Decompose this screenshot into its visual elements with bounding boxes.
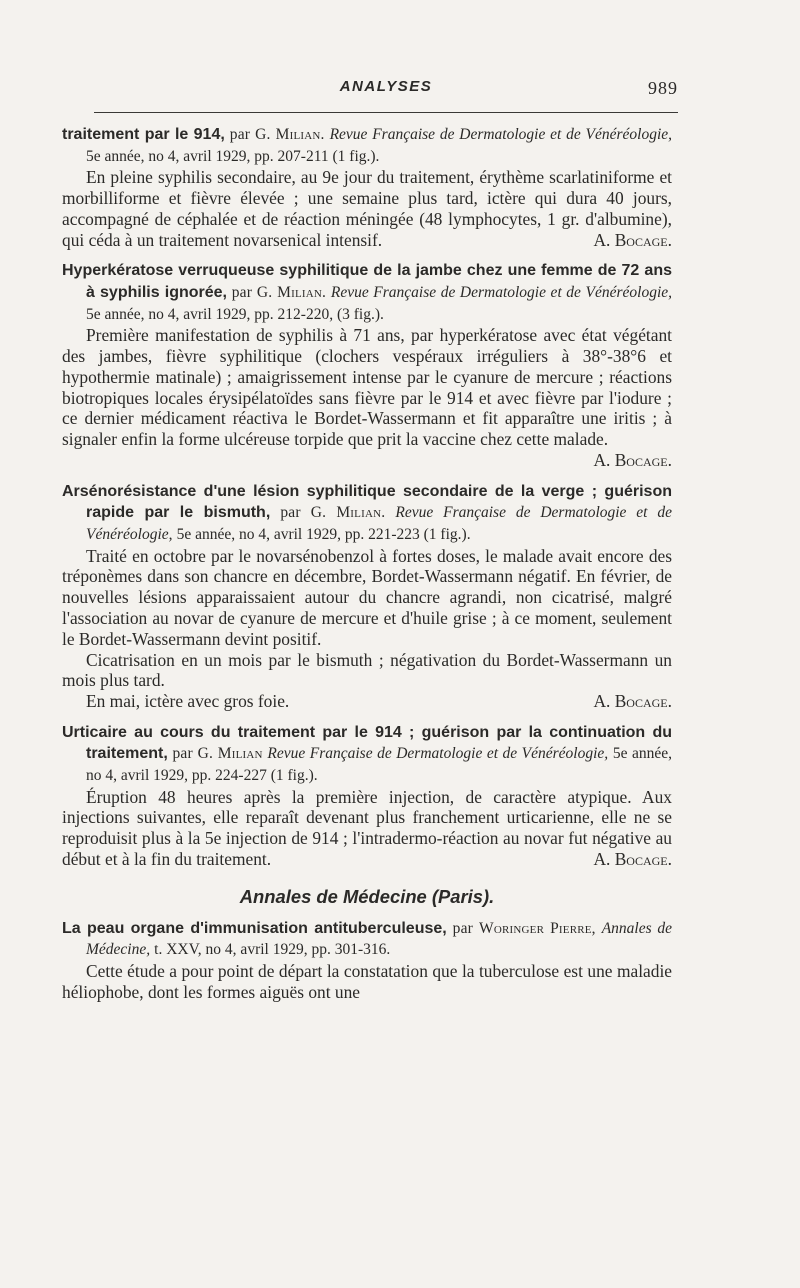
entry-author: Milian. [275,126,325,143]
abstract-entry [62,260,672,470]
entry-title: La peau organe d'immunisation antituberculeuse, [62,919,447,937]
running-title: ANALYSES [339,78,433,95]
entry-author: Milian [217,745,263,763]
entry-source: Revue Française de Dermatologie et de Vénéréologie, [329,126,673,143]
entry-signature: A. Bocage. [593,449,672,470]
entry-details: 5e année, no 4, avril 1929, pp. 224-227 (1 fig.). [86,745,673,785]
entry-signature: A. Bocage. [593,849,672,870]
entry-heading [62,260,672,325]
entry-author-prefix: par [452,919,480,937]
section-title: Annales de Médecine (Paris). [239,885,495,907]
abstract-entry [62,722,672,870]
entry-paragraph: Traité en octobre par le novarsénobenzol à fortes doses, le malade avait encore des tréponèmes dans son chancre en décembre, Bordet-Wassermann négatif. En février, de nouvelles lésions apparaissaient autour du chancre agrandi, non cicatrisé, malgré l'association au novar de cyanure de mercure et d'huile grise ; à ce moment, seulement le Bordet-Wassermann devint positif. [62,545,672,649]
entry-title: Arsénorésistance d'une lésion syphilitique secondaire de la verge ; guérison rapide par le bismuth, [62,482,672,522]
entry-heading [62,722,672,787]
paragraph-text: Première manifestation de syphilis à 71 ans, par hyperkératose avec état végétant des jambes, fièvre syphilitique (clochers vespéraux irréguliers à 38°-38°6 et hypothermie matinale) ; amaigrissement intense par le cyanure de mercure ; réactions biotropiques locales érysipélatoïdes sans fièvre par le 914 et avec fièvre par l'iodure ; ce dernier médicament réactiva le Bordet-Wassermann et fit apparaître une iritis ; à signaler enfin la forme ulcéreuse torpide que prit la vaccine chez cette malade. [62,325,672,450]
entry-author-prefix: par G. [172,745,218,763]
page-header [94,78,678,108]
entry-source: Annales de Médecine, [86,919,673,959]
paragraph-text: En pleine syphilis secondaire, au 9e jour du traitement, érythème scarlatiniforme et morbilliforme et fièvre élevée ; une semaine plus tard, ictère qui dura 40 jours, accompagné de céphalée et de réaction méningée (48 lymphocytes, 1 gr. d'albumine), qui céda à un traitement novarsenical intensif. [62,167,672,250]
entry-heading [62,124,672,167]
entry-heading [62,918,672,961]
abstract-entry [62,481,672,712]
page-number: 989 [648,78,678,98]
header-rule [94,112,678,113]
paragraph-text: Éruption 48 heures après la première injection, de caractère atypique. Aux injections suivantes, elle reparaît devenant plus franchement urticarienne, elle ne se reproduisit plus à la 5e injection de 914 ; l'intradermo-réaction au novar fut négative au début et à la fin du traitement. [62,786,672,870]
page-content [62,124,672,1013]
entry-source: Revue Française de Dermatologie et de Vénéréologie, [267,745,609,763]
entry-author: Milian. [336,504,386,522]
entry-paragraph [62,325,672,471]
entry-paragraph: Cicatrisation en un mois par le bismuth ; négativation du Bordet-Wassermann un mois plus tard. [62,649,672,691]
abstract-entry [62,918,672,1003]
paragraph-text: En mai, ictère avec gros foie. [86,691,290,712]
entry-title: Urticaire au cours du traitement par le 914 ; guérison par la continuation du traitement, [62,723,672,763]
entry-author-prefix: par G. [229,126,276,143]
entry-paragraph: Cette étude a pour point de départ la constatation que la tuberculose est une maladie héliophobe, dont les formes aiguës ont une [62,961,672,1002]
entry-author: Woringer Pierre, [479,919,596,937]
abstract-entry [62,124,672,250]
entry-author: Milian. [277,283,327,301]
entry-details: 5e année, no 4, avril 1929, pp. 207-211 (1 fig.). [86,147,380,165]
entry-paragraph [62,691,672,712]
entry-signature: A. Bocage. [593,229,672,250]
entry-details: 5e année, no 4, avril 1929, pp. 212-220, (3 fig.). [86,305,384,323]
entry-heading [62,481,672,546]
entry-author-prefix: par G. [280,504,337,522]
entry-paragraph [62,787,672,870]
entry-title: traitement par le 914, [62,126,225,143]
entry-source: Revue Française de Dermatologie et de Vénéréologie, [86,504,672,543]
entry-details: t. XXV, no 4, avril 1929, pp. 301-316. [154,941,391,959]
entry-paragraph [62,167,672,250]
entry-author-prefix: par G. [231,283,278,301]
entry-details: 5e année, no 4, avril 1929, pp. 221-223 (1 fig.). [176,525,471,543]
entry-title: Hyperkératose verruqueuse syphilitique de la jambe chez une femme de 72 ans à syphilis ignorée, [62,262,672,301]
entry-signature: A. Bocage. [593,691,672,712]
entry-source: Revue Française de Dermatologie et de Vénéréologie, [330,283,673,301]
